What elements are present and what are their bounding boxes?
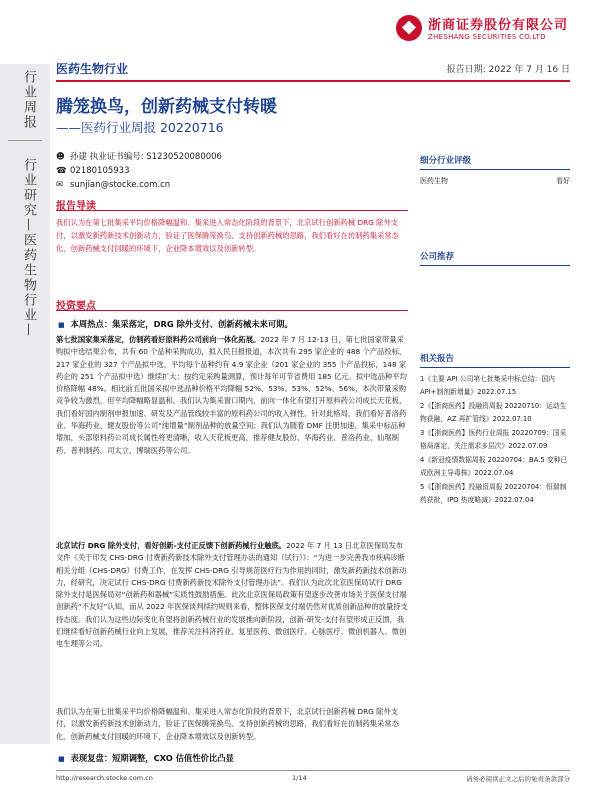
bullet-hot-topic: ■ 本周热点：集采落定，DRG 除外支付、创新药械未来可期。 [58,318,293,330]
related-reports-heading: 相关报告 [420,354,455,364]
sidebar-report-type: 行业周报 [21,70,36,130]
header-divider [56,80,570,82]
related-report-item[interactable]: 2《【浙商医药】投融资周报 20220710：运动生物获融，AZ 再扩管线》2022.07.10 [420,402,567,423]
industry-rating-panel [420,154,570,186]
section-guide-divider [56,210,408,211]
related-report-item[interactable]: 5《【浙商医药】投融资周报 20220704：恒瑞制药获批，IPO 热度略减》2022.07.04 [420,483,567,504]
paragraph-summary: 我们认为在第七批集采平均价格降幅温和、集采进入常态化阶段的背景下，北京试行创新药械 DRG 除外支付，以激发新药新技术创新动力，验证了医保腾笼换鸟、支持创新药械的思路，我们看好在仿制药集采常态化、创新药械支付回暖的环境下，企业降本增效以及创新转型。 [56,707,399,741]
related-report-item[interactable]: 3《【浙商医药】医药行业周报 20220709：国采格局落定，关注需求多层次》2022.07.09 [420,429,567,450]
paragraph-vbp-lead: 第七批国家集采落定，仿制药看好原料药公司前向一体化拓展。 [56,335,261,344]
rating-value: 看好 [556,177,570,185]
paragraph-vbp-body: 2022 年 7 月 12-13 日，第七批国家带量采购拟中选结果公布，共有 60 个品种采购成功，拟入民日报报道，本次共有 295 家企业的 488 个产品投标，217 家企业的 327 个产品拟中选，平均每个品种约有 4.9 家企业（201 家企业的 355 个产品投标，148 家药企的 251 个产品拟中选）继续扩大：按约定采购量测算，预计每年可节省费用 185 亿元。拟中选品种平均价格降幅 48%。相比前五批国采拟中选品种价格平均降幅 52%、53%、53%、52%、56%，本次带量采购竞争较为激烈，但平均降幅略显温和。我们认为集采窗口期内，前向一体化有望打开原料药公司成长天花板，我们看好国内制剂申报加速、研发及产品管线较丰富的原料药公司的收入弹性、针对此格局，我们看好普洛药业、华海药业、健友股份等公司“纯增量”制剂品种的放量空间；我们认为随着 DMF 注册加速、集采中标品种增加，头部原料药公司成长属性将更清晰，收入天花板更高，推荐健友股份、华海药业、普洛药业、仙琚制药、普利制药、司太立、博瑞医药等公司。 [56,335,407,455]
industry-label: 医药生物行业 [56,62,129,76]
rating-sector: 医药生物 [420,177,448,185]
related-report-item[interactable]: 1《主要 API 公司第七批集采中标总结：国内 API+制剂新增量》2022.07.15 [420,375,555,396]
phone-icon: ☎ [56,166,67,176]
company-recommend-divider [420,265,570,266]
analyst-name: 孙建 执业证书编号: S1230520080006 [70,152,222,162]
rating-divider [420,169,570,170]
paragraph-drg-lead: 北京试行 DRG 除外支付，看好创新-支付正反馈下创新药械行业触底。 [56,541,287,550]
section-points-title: 投资要点 [56,301,96,312]
report-date: 报告日期: 2022 年 7 月 16 日 [446,65,570,75]
company-recommend-panel [420,250,570,266]
company-recommend-heading: 公司推荐 [420,252,455,262]
logo-icon [396,15,422,41]
footer-url[interactable]: http://research.stocke.com.cn [56,774,153,782]
analyst-email[interactable]: sunjian@stocke.com.cn [70,180,171,190]
bullet-performance: ■ 表现复盘：短期调整，CXO 估值性价比凸显 [58,752,234,764]
rating-heading: 细分行业评级 [420,156,472,166]
related-reports-divider [420,367,570,368]
footer-page-number: 1/14 [292,774,307,782]
company-name-en: ZHESHANG SECURITIES CO.LTD [427,33,546,41]
section-points-divider [56,310,408,311]
report-title: 腾笼换鸟，创新药械支付转暖 [56,97,277,117]
footer-disclaimer: 请务必阅读正文之后的免责条款部分 [466,775,570,783]
person-icon: ☻ [56,152,65,162]
paragraph-vbp [56,334,408,457]
paragraph-drg [56,540,408,651]
related-reports-panel [420,352,570,508]
sidebar-industry: 行业研究—医药生物行业— [21,158,36,338]
analyst-phone: 02180105933 [70,166,130,176]
sidebar-divider [8,140,42,141]
mail-icon: ✉ [56,180,64,190]
footer-divider [56,770,570,771]
related-report-item[interactable]: 4《新冠疫情数据周报 20220704：BA.5 变种已成欧洲主导毒株》2022.07.04 [420,456,568,477]
paragraph-drg-body: 2022 年 7 月 13 日北京医保局发布文件《关于印发 CHS-DRG 付费新药新技术除外支付管理办法的通知（试行）》：“为进一步完善我市疾病诊断相关分组（CHS-DRG）付费工作，在发挥 CHS-DRG 引导规范医疗行为作用的同时，激发新药新技术创新动力，经研究，决定试行 CHS-DRG 付费新药新技术除外支付管理办法”。我们认为此次北京医保局试行 DRG 除外支付是医保局对“创新药和器械”实质性鼓励措施。此次北京医保局政策有望逐步改善市场关于医保支付端创新药“不友好”认知，而从 2022 年医保谈判续约规则来看，整体医保支付端仍然对优质创新品种的放量持支持态度。我们认为这些边际变化有望将创新药械行业的发展推向新阶段，创新-研发-支付有望形成正反馈，我们继续看好创新药械行业向上发展，推荐关注科济药业、复星医药、微创医疗、心脉医疗、微创机器人、微创电生理等公司。 [56,541,408,649]
section-guide-title: 报告导读 [56,201,96,212]
report-subtitle: ——医药行业周报 20220716 [56,120,224,135]
report-intro: 我们认为在第七批集采平均价格降幅温和、集采进入常态化阶段的背景下，北京试行创新药械 DRG 除外支付，以激发新药新技术创新动力，验证了医保腾笼换鸟、支持创新药械的思路，我们看好在仿制药集采常态化、创新药械支付回暖的环境下，企业降本增效以及创新转型。 [56,218,399,253]
company-name-cn: 浙商证券股份有限公司 [427,18,568,33]
analyst-contact [56,150,222,192]
company-logo [396,14,568,41]
